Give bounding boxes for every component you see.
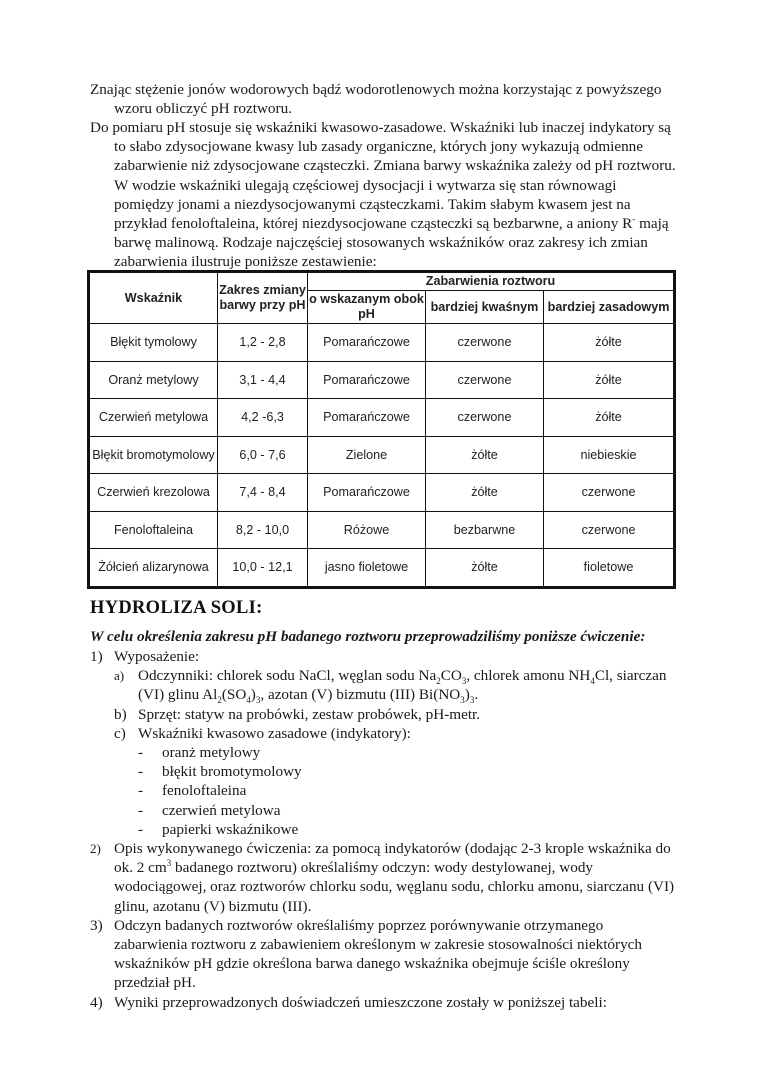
table-row bbox=[89, 436, 675, 474]
list-number: 3) bbox=[90, 916, 103, 934]
cell-indicator-name: Błękit tymolowy bbox=[89, 324, 218, 362]
intro-p2-text-a: Do pomiaru pH stosuje się wskaźniki kwasowo-zasadowe. Wskaźniki lub inaczej indykatory są to słabo zdysocjowane kwasy lub zasady organiczne, których jony wykazują odmienne zabarwienie niż zdysocjowane cząsteczki. Zmiana barwy wskaźnika zależy od pH roztworu. W wodzie wskaźniki ulegają częściowej dysocjacji i wytwarza się stan równowagi pomiędzy jonami a niezdysocjowanymi cząsteczkami. Takim słabym kwasem jest na przykład fenoloftaleina, której niezdysocjowane cząsteczki są bezbarwne, a aniony R bbox=[90, 119, 676, 233]
equipment-text: Sprzęt: statyw na probówki, zestaw probówek, pH-metr. bbox=[138, 705, 481, 723]
header-indicator: Wskaźnik bbox=[89, 272, 218, 324]
reagents-text-part: (SO bbox=[221, 686, 247, 704]
list-number: 2) bbox=[90, 841, 101, 857]
cell-color-acidic: żółte bbox=[426, 549, 544, 588]
cell-ph-range: 7,4 - 8,4 bbox=[218, 474, 308, 512]
sublist-marker: a) bbox=[114, 668, 125, 684]
cell-indicator-name: Czerwień krezolowa bbox=[89, 474, 218, 512]
dash-marker: - bbox=[138, 782, 144, 800]
sublist-item-a bbox=[114, 666, 680, 704]
indicator-table bbox=[87, 270, 676, 589]
cell-color-at-ph: Pomarańczowe bbox=[308, 324, 426, 362]
cell-indicator-name: Czerwień metylowa bbox=[89, 399, 218, 437]
cell-ph-range: 8,2 - 10,0 bbox=[218, 511, 308, 549]
sublist-item-c bbox=[114, 724, 680, 743]
formula-subscript: 4 bbox=[590, 676, 595, 687]
reagents-text-part: CO bbox=[440, 667, 462, 685]
indicator-list-item bbox=[138, 781, 680, 800]
cell-color-acidic: żółte bbox=[426, 474, 544, 512]
indicator-name: oranż metylowy bbox=[162, 744, 261, 762]
header-range: Zakres zmiany barwy przy pH bbox=[218, 272, 308, 324]
list-item-3 bbox=[90, 916, 680, 993]
cell-color-basic: żółte bbox=[544, 361, 675, 399]
list-number: 1) bbox=[90, 648, 103, 665]
cell-color-basic: żółte bbox=[544, 324, 675, 362]
formula-subscript: 2 bbox=[436, 676, 441, 687]
formula-subscript: 4 bbox=[246, 695, 251, 706]
sublist-item-b bbox=[114, 705, 680, 724]
table-row bbox=[89, 474, 675, 512]
reagents-text-part: . bbox=[474, 686, 479, 704]
cell-color-acidic: bezbarwne bbox=[426, 511, 544, 549]
indicator-list-item bbox=[138, 801, 680, 820]
indicator-name: błękit bromotymolowy bbox=[162, 763, 302, 781]
indicators-text: Wskaźniki kwasowo zasadowe (indykatory): bbox=[138, 724, 411, 742]
section-title: HYDROLIZA SOLI: bbox=[90, 598, 263, 618]
reagents-text-part: , chlorek amonu NH bbox=[466, 667, 591, 685]
indicator-name: fenoloftaleina bbox=[162, 782, 247, 800]
dash-marker: - bbox=[138, 744, 144, 762]
table-row bbox=[89, 511, 675, 549]
header-at-ph: o wskazanym obok pH bbox=[308, 291, 426, 324]
table-row bbox=[89, 399, 675, 437]
cell-color-basic: żółte bbox=[544, 399, 675, 437]
cell-color-at-ph: Pomarańczowe bbox=[308, 361, 426, 399]
table-row bbox=[89, 361, 675, 399]
dash-marker: - bbox=[138, 763, 144, 781]
header-more-basic: bardziej zasadowym bbox=[544, 291, 675, 324]
formula-subscript: 3 bbox=[255, 695, 261, 706]
cell-ph-range: 1,2 - 2,8 bbox=[218, 324, 308, 362]
header-color-group: Zabarwienia roztworu bbox=[308, 272, 675, 291]
intro-p2-text-b: mają barwę malinową. Rodzaje najczęściej stosowanych wskaźników oraz zakresy ich zmian zabarwienia ilustruje poniższe zestawienie: bbox=[114, 215, 669, 271]
indicator-dash-list bbox=[90, 743, 680, 839]
formula-subscript: 3 bbox=[461, 676, 467, 687]
list-item-text: Odczyn badanych roztworów określaliśmy poprzez porównywanie otrzymanego zabarwienia roztworu z zabawieniem określonym w zakresie stosowalności niektórych wskaźników pH gdzie określona barwa danego wskaźnika obejmuje ściśle określony przedział pH. bbox=[114, 916, 642, 992]
cubic-superscript: 3 bbox=[166, 858, 172, 869]
cell-indicator-name: Błękit bromotymolowy bbox=[89, 436, 218, 474]
description-text-b: badanego roztworu) określaliśmy odczyn: wody destylowanej, wody wodociągowej, oraz roztworów chlorku sodu, węglanu sodu, chlorku amonu, siarczanu (VI) glinu, azotanu (V) bizmutu (III). bbox=[114, 859, 675, 915]
reagents-text bbox=[138, 666, 680, 704]
cell-color-at-ph: jasno fioletowe bbox=[308, 549, 426, 588]
exercise-list bbox=[90, 647, 680, 1012]
reagents-text-part: ) bbox=[250, 686, 256, 704]
cell-color-acidic: czerwone bbox=[426, 361, 544, 399]
cell-color-acidic: żółte bbox=[426, 436, 544, 474]
list-item-2 bbox=[90, 839, 680, 916]
exercise-lead: W celu określenia zakresu pH badanego roztworu przeprowadziliśmy poniższe ćwiczenie: bbox=[90, 628, 646, 645]
dash-marker: - bbox=[138, 820, 144, 838]
indicator-list-item bbox=[138, 762, 680, 781]
list-item-4 bbox=[90, 993, 680, 1012]
description-text-a: Opis wykonywanego ćwiczenia: za pomocą indykatorów (dodając 2-3 krople wskaźnika do ok. 2 cm bbox=[114, 840, 671, 877]
list-item-text: Wyniki przeprowadzonych doświadczeń umieszczone zostały w poniższej tabeli: bbox=[114, 993, 607, 1011]
reagents-text-part: Cl, siarczan (VI) glinu Al bbox=[138, 667, 667, 704]
indicator-name: czerwień metylowa bbox=[162, 801, 281, 819]
cell-color-basic: czerwone bbox=[544, 474, 675, 512]
table-row bbox=[89, 324, 675, 362]
cell-ph-range: 6,0 - 7,6 bbox=[218, 436, 308, 474]
cell-indicator-name: Fenoloftaleina bbox=[89, 511, 218, 549]
cell-color-at-ph: Różowe bbox=[308, 511, 426, 549]
cell-color-basic: czerwone bbox=[544, 511, 675, 549]
cell-color-acidic: czerwone bbox=[426, 399, 544, 437]
cell-color-at-ph: Pomarańczowe bbox=[308, 474, 426, 512]
formula-subscript: 3 bbox=[469, 695, 475, 706]
cell-indicator-name: Żółcień alizarynowa bbox=[89, 549, 218, 588]
indicator-name: papierki wskaźnikowe bbox=[162, 820, 299, 838]
cell-color-basic: niebieskie bbox=[544, 436, 675, 474]
table-row bbox=[89, 549, 675, 588]
indicator-list-item bbox=[138, 820, 680, 839]
intro-paragraph-1: Znając stężenie jonów wodorowych bądź wodorotlenowych można korzystając z powyższego wzoru obliczyć pH roztworu. bbox=[90, 81, 662, 118]
dash-marker: - bbox=[138, 801, 144, 819]
cell-color-acidic: czerwone bbox=[426, 324, 544, 362]
intro-paragraph-2 bbox=[90, 118, 680, 272]
cell-ph-range: 10,0 - 12,1 bbox=[218, 549, 308, 588]
cell-indicator-name: Oranż metylowy bbox=[89, 361, 218, 399]
cell-color-basic: fioletowe bbox=[544, 549, 675, 588]
anion-charge-superscript: - bbox=[632, 213, 636, 224]
reagents-text-part: ) bbox=[464, 686, 470, 704]
cell-color-at-ph: Zielone bbox=[308, 436, 426, 474]
reagents-text-part: , azotan (V) bizmutu (III) Bi(NO bbox=[260, 686, 461, 704]
list-number: 4) bbox=[90, 993, 103, 1011]
cell-ph-range: 3,1 - 4,4 bbox=[218, 361, 308, 399]
formula-subscript: 2 bbox=[217, 695, 222, 706]
cell-ph-range: 4,2 -6,3 bbox=[218, 399, 308, 437]
reagents-text-part: Odczynniki: chlorek sodu NaCl, węglan sodu Na bbox=[138, 667, 437, 685]
cell-color-at-ph: Pomarańczowe bbox=[308, 399, 426, 437]
indicator-list-item bbox=[138, 743, 680, 762]
header-more-acidic: bardziej kwaśnym bbox=[426, 291, 544, 324]
sublist-marker: b) bbox=[114, 705, 127, 723]
list-item-text: Wyposażenie: bbox=[114, 648, 200, 665]
list-item-1 bbox=[90, 647, 680, 666]
formula-subscript: 3 bbox=[460, 695, 465, 706]
list-item-text bbox=[114, 839, 680, 916]
sublist-marker: c) bbox=[114, 724, 126, 742]
